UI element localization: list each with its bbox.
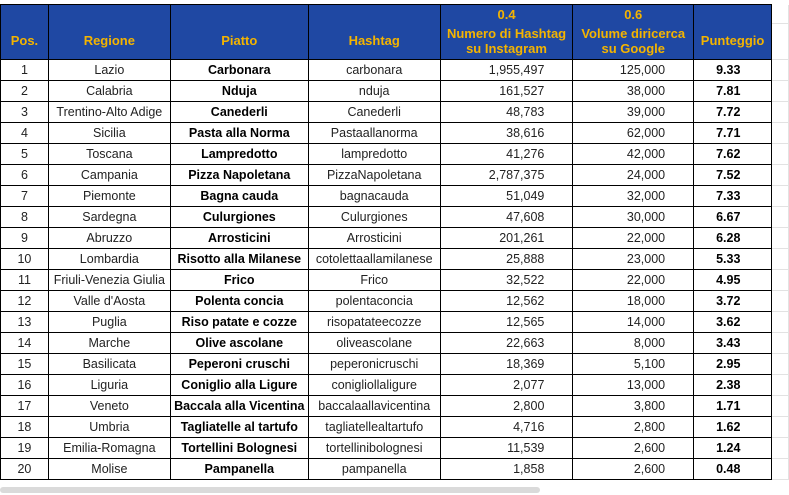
table-row (1, 101, 789, 122)
cell-piatto[interactable]: Tortellini Bolognesi (170, 437, 308, 458)
cell-hashtag[interactable]: Frico (308, 269, 440, 290)
grid-cell[interactable] (772, 122, 789, 143)
cell-volume[interactable]: 2,600 (573, 458, 694, 479)
grid-cell[interactable] (772, 143, 789, 164)
table-row (1, 143, 789, 164)
cell-hashtag[interactable]: PizzaNapoletana (308, 164, 440, 185)
cell-punteggio[interactable]: 2.95 (694, 353, 772, 374)
cell-piatto[interactable]: Polenta concia (170, 290, 308, 311)
weight-cell-empty[interactable] (308, 5, 440, 24)
cell-hashtag[interactable]: cotolettaallamilanese (308, 248, 440, 269)
cell-piatto[interactable]: Culurgiones (170, 206, 308, 227)
grid-cell[interactable] (772, 164, 789, 185)
cell-punteggio[interactable]: 7.71 (694, 122, 772, 143)
cell-hashtag[interactable]: Pastaallanorma (308, 122, 440, 143)
cell-hashtag[interactable]: nduja (308, 80, 440, 101)
cell-pos[interactable]: 9 (1, 227, 49, 248)
cell-punteggio[interactable]: 1.62 (694, 416, 772, 437)
cell-hashtag[interactable]: tagliatellealtartufo (308, 416, 440, 437)
cell-regione[interactable]: Lombardia (48, 248, 170, 269)
header-volume[interactable]: Volume diricerca su Google (573, 23, 694, 59)
cell-punteggio[interactable]: 4.95 (694, 269, 772, 290)
cell-piatto[interactable]: Pampanella (170, 458, 308, 479)
cell-punteggio[interactable]: 2.38 (694, 374, 772, 395)
table-row (1, 185, 789, 206)
cell-regione[interactable]: Lazio (48, 59, 170, 80)
table-row (1, 311, 789, 332)
cell-punteggio[interactable]: 6.67 (694, 206, 772, 227)
cell-punteggio[interactable]: 7.81 (694, 80, 772, 101)
cell-piatto[interactable]: Baccala alla Vicentina (170, 395, 308, 416)
grid-cell[interactable] (772, 353, 789, 374)
cell-punteggio[interactable]: 6.28 (694, 227, 772, 248)
header-pos[interactable]: Pos. (1, 23, 49, 59)
cell-piatto[interactable]: Canederli (170, 101, 308, 122)
cell-regione[interactable]: Veneto (48, 395, 170, 416)
cell-hashtag[interactable]: lampredotto (308, 143, 440, 164)
cell-regione[interactable]: Friuli-Venezia Giulia (48, 269, 170, 290)
cell-num-hashtag[interactable]: 51,049 (440, 185, 573, 206)
weight-cell-empty[interactable] (170, 5, 308, 24)
cell-piatto[interactable]: Nduja (170, 80, 308, 101)
cell-num-hashtag[interactable]: 12,562 (440, 290, 573, 311)
cell-punteggio[interactable]: 3.72 (694, 290, 772, 311)
cell-volume[interactable]: 39,000 (573, 101, 694, 122)
grid-cell[interactable] (772, 395, 789, 416)
cell-pos[interactable]: 2 (1, 80, 49, 101)
table-row (1, 269, 789, 290)
cell-regione[interactable]: Umbria (48, 416, 170, 437)
cell-volume[interactable]: 32,000 (573, 185, 694, 206)
cell-volume[interactable]: 13,000 (573, 374, 694, 395)
cell-regione[interactable]: Toscana (48, 143, 170, 164)
cell-regione[interactable]: Abruzzo (48, 227, 170, 248)
cell-volume[interactable]: 14,000 (573, 311, 694, 332)
cell-regione[interactable]: Molise (48, 458, 170, 479)
cell-pos[interactable]: 5 (1, 143, 49, 164)
cell-piatto[interactable]: Peperoni cruschi (170, 353, 308, 374)
cell-pos[interactable]: 17 (1, 395, 49, 416)
table-row (1, 374, 789, 395)
cell-regione[interactable]: Marche (48, 332, 170, 353)
header-piatto[interactable]: Piatto (170, 23, 308, 59)
cell-pos[interactable]: 18 (1, 416, 49, 437)
grid-cell[interactable] (772, 59, 789, 80)
cell-punteggio[interactable]: 3.62 (694, 311, 772, 332)
cell-volume[interactable]: 2,800 (573, 416, 694, 437)
grid-cell[interactable] (772, 101, 789, 122)
cell-num-hashtag[interactable]: 11,539 (440, 437, 573, 458)
grid-cell[interactable] (772, 227, 789, 248)
cell-num-hashtag[interactable]: 12,565 (440, 311, 573, 332)
cell-volume[interactable]: 8,000 (573, 332, 694, 353)
cell-pos[interactable]: 4 (1, 122, 49, 143)
grid-cell[interactable] (772, 437, 789, 458)
grid-cell[interactable] (772, 23, 789, 59)
cell-num-hashtag[interactable]: 2,787,375 (440, 164, 573, 185)
cell-hashtag[interactable]: risopatateecozze (308, 311, 440, 332)
cell-hashtag[interactable]: tortellinibolognesi (308, 437, 440, 458)
header-regione[interactable]: Regione (48, 23, 170, 59)
cell-hashtag[interactable]: pampanella (308, 458, 440, 479)
grid-cell[interactable] (772, 458, 789, 479)
cell-regione[interactable]: Sardegna (48, 206, 170, 227)
cell-pos[interactable]: 10 (1, 248, 49, 269)
cell-pos[interactable]: 12 (1, 290, 49, 311)
cell-regione[interactable]: Basilicata (48, 353, 170, 374)
cell-pos[interactable]: 15 (1, 353, 49, 374)
weight-cell-empty[interactable] (48, 5, 170, 24)
grid-cell[interactable] (772, 269, 789, 290)
weights-row (1, 5, 789, 24)
cell-punteggio[interactable]: 1.71 (694, 395, 772, 416)
cell-pos[interactable]: 6 (1, 164, 49, 185)
cell-hashtag[interactable]: Canederli (308, 101, 440, 122)
cell-hashtag[interactable]: Arrosticini (308, 227, 440, 248)
cell-piatto[interactable]: Lampredotto (170, 143, 308, 164)
cell-num-hashtag[interactable]: 1,955,497 (440, 59, 573, 80)
cell-pos[interactable]: 7 (1, 185, 49, 206)
cell-num-hashtag[interactable]: 161,527 (440, 80, 573, 101)
cell-hashtag[interactable]: oliveascolane (308, 332, 440, 353)
cell-punteggio[interactable]: 3.43 (694, 332, 772, 353)
horizontal-scrollbar[interactable] (0, 487, 540, 493)
cell-piatto[interactable]: Risotto alla Milanese (170, 248, 308, 269)
cell-punteggio[interactable]: 7.62 (694, 143, 772, 164)
grid-cell[interactable] (772, 80, 789, 101)
table-row (1, 437, 789, 458)
cell-punteggio[interactable]: 7.52 (694, 164, 772, 185)
cell-regione[interactable]: Puglia (48, 311, 170, 332)
grid-cell[interactable] (772, 290, 789, 311)
cell-piatto[interactable]: Pasta alla Norma (170, 122, 308, 143)
cell-volume[interactable]: 30,000 (573, 206, 694, 227)
cell-pos[interactable]: 19 (1, 437, 49, 458)
cell-pos[interactable]: 20 (1, 458, 49, 479)
cell-volume[interactable]: 62,000 (573, 122, 694, 143)
table-row (1, 395, 789, 416)
cell-volume[interactable]: 23,000 (573, 248, 694, 269)
cell-volume[interactable]: 3,800 (573, 395, 694, 416)
cell-hashtag[interactable]: Culurgiones (308, 206, 440, 227)
header-punteggio[interactable]: Punteggio (694, 23, 772, 59)
cell-hashtag[interactable]: conigliollaligure (308, 374, 440, 395)
header-row (1, 23, 789, 59)
cell-pos[interactable]: 16 (1, 374, 49, 395)
cell-volume[interactable]: 42,000 (573, 143, 694, 164)
cell-pos[interactable]: 13 (1, 311, 49, 332)
cell-num-hashtag[interactable]: 2,077 (440, 374, 573, 395)
grid-cell[interactable] (772, 5, 789, 24)
cell-num-hashtag[interactable]: 48,783 (440, 101, 573, 122)
cell-hashtag[interactable]: polentaconcia (308, 290, 440, 311)
cell-regione[interactable]: Campania (48, 164, 170, 185)
cell-regione[interactable]: Emilia-Romagna (48, 437, 170, 458)
cell-num-hashtag[interactable]: 201,261 (440, 227, 573, 248)
table-row (1, 122, 789, 143)
cell-pos[interactable]: 14 (1, 332, 49, 353)
cell-regione[interactable]: Piemonte (48, 185, 170, 206)
cell-piatto[interactable]: Carbonara (170, 59, 308, 80)
grid-cell[interactable] (772, 374, 789, 395)
cell-regione[interactable]: Sicilia (48, 122, 170, 143)
cell-volume[interactable]: 24,000 (573, 164, 694, 185)
grid-cell[interactable] (772, 311, 789, 332)
weight-hashtag[interactable]: 0.4 (440, 5, 573, 24)
cell-num-hashtag[interactable]: 22,663 (440, 332, 573, 353)
cell-pos[interactable]: 11 (1, 269, 49, 290)
cell-volume[interactable]: 38,000 (573, 80, 694, 101)
cell-pos[interactable]: 1 (1, 59, 49, 80)
grid-cell[interactable] (772, 416, 789, 437)
cell-num-hashtag[interactable]: 1,858 (440, 458, 573, 479)
grid-cell[interactable] (772, 332, 789, 353)
header-num-hashtag[interactable]: Numero di Hashtag su Instagram (440, 23, 573, 59)
table-row (1, 227, 789, 248)
cell-piatto[interactable]: Arrosticini (170, 227, 308, 248)
cell-hashtag[interactable]: peperonicruschi (308, 353, 440, 374)
cell-regione[interactable]: Trentino-Alto Adige (48, 101, 170, 122)
cell-regione[interactable]: Calabria (48, 80, 170, 101)
cell-volume[interactable]: 2,600 (573, 437, 694, 458)
weight-cell-empty[interactable] (1, 5, 49, 24)
cell-punteggio[interactable]: 7.33 (694, 185, 772, 206)
cell-num-hashtag[interactable]: 47,608 (440, 206, 573, 227)
cell-regione[interactable]: Liguria (48, 374, 170, 395)
cell-volume[interactable]: 22,000 (573, 227, 694, 248)
cell-volume[interactable]: 5,100 (573, 353, 694, 374)
cell-pos[interactable]: 8 (1, 206, 49, 227)
cell-punteggio[interactable]: 1.24 (694, 437, 772, 458)
cell-hashtag[interactable]: bagnacauda (308, 185, 440, 206)
table-row (1, 164, 789, 185)
cell-piatto[interactable]: Tagliatelle al tartufo (170, 416, 308, 437)
cell-punteggio[interactable]: 5.33 (694, 248, 772, 269)
cell-piatto[interactable]: Riso patate e cozze (170, 311, 308, 332)
cell-punteggio[interactable]: 9.33 (694, 59, 772, 80)
table-row (1, 416, 789, 437)
table-row (1, 290, 789, 311)
cell-pos[interactable]: 3 (1, 101, 49, 122)
table-row (1, 80, 789, 101)
cell-volume[interactable]: 22,000 (573, 269, 694, 290)
cell-num-hashtag[interactable]: 18,369 (440, 353, 573, 374)
cell-num-hashtag[interactable]: 2,800 (440, 395, 573, 416)
table-row (1, 206, 789, 227)
cell-piatto[interactable]: Bagna cauda (170, 185, 308, 206)
cell-volume[interactable]: 125,000 (573, 59, 694, 80)
cell-num-hashtag[interactable]: 38,616 (440, 122, 573, 143)
grid-cell[interactable] (772, 185, 789, 206)
weight-cell-empty[interactable] (694, 5, 772, 24)
table-row (1, 353, 789, 374)
cell-num-hashtag[interactable]: 32,522 (440, 269, 573, 290)
grid-cell[interactable] (772, 206, 789, 227)
cell-regione[interactable]: Valle d'Aosta (48, 290, 170, 311)
cell-punteggio[interactable]: 7.72 (694, 101, 772, 122)
cell-volume[interactable]: 18,000 (573, 290, 694, 311)
cell-piatto[interactable]: Frico (170, 269, 308, 290)
table-row (1, 248, 789, 269)
grid-cell[interactable] (772, 248, 789, 269)
cell-hashtag[interactable]: baccalaallavicentina (308, 395, 440, 416)
cell-piatto[interactable]: Pizza Napoletana (170, 164, 308, 185)
table-row (1, 332, 789, 353)
table-row (1, 458, 789, 479)
table-row (1, 59, 789, 80)
cell-piatto[interactable]: Coniglio alla Ligure (170, 374, 308, 395)
cell-num-hashtag[interactable]: 41,276 (440, 143, 573, 164)
cell-punteggio[interactable]: 0.48 (694, 458, 772, 479)
header-hashtag[interactable]: Hashtag (308, 23, 440, 59)
cell-num-hashtag[interactable]: 4,716 (440, 416, 573, 437)
weight-volume[interactable]: 0.6 (573, 5, 694, 24)
cell-num-hashtag[interactable]: 25,888 (440, 248, 573, 269)
spreadsheet-table (0, 4, 789, 480)
cell-piatto[interactable]: Olive ascolane (170, 332, 308, 353)
cell-hashtag[interactable]: carbonara (308, 59, 440, 80)
